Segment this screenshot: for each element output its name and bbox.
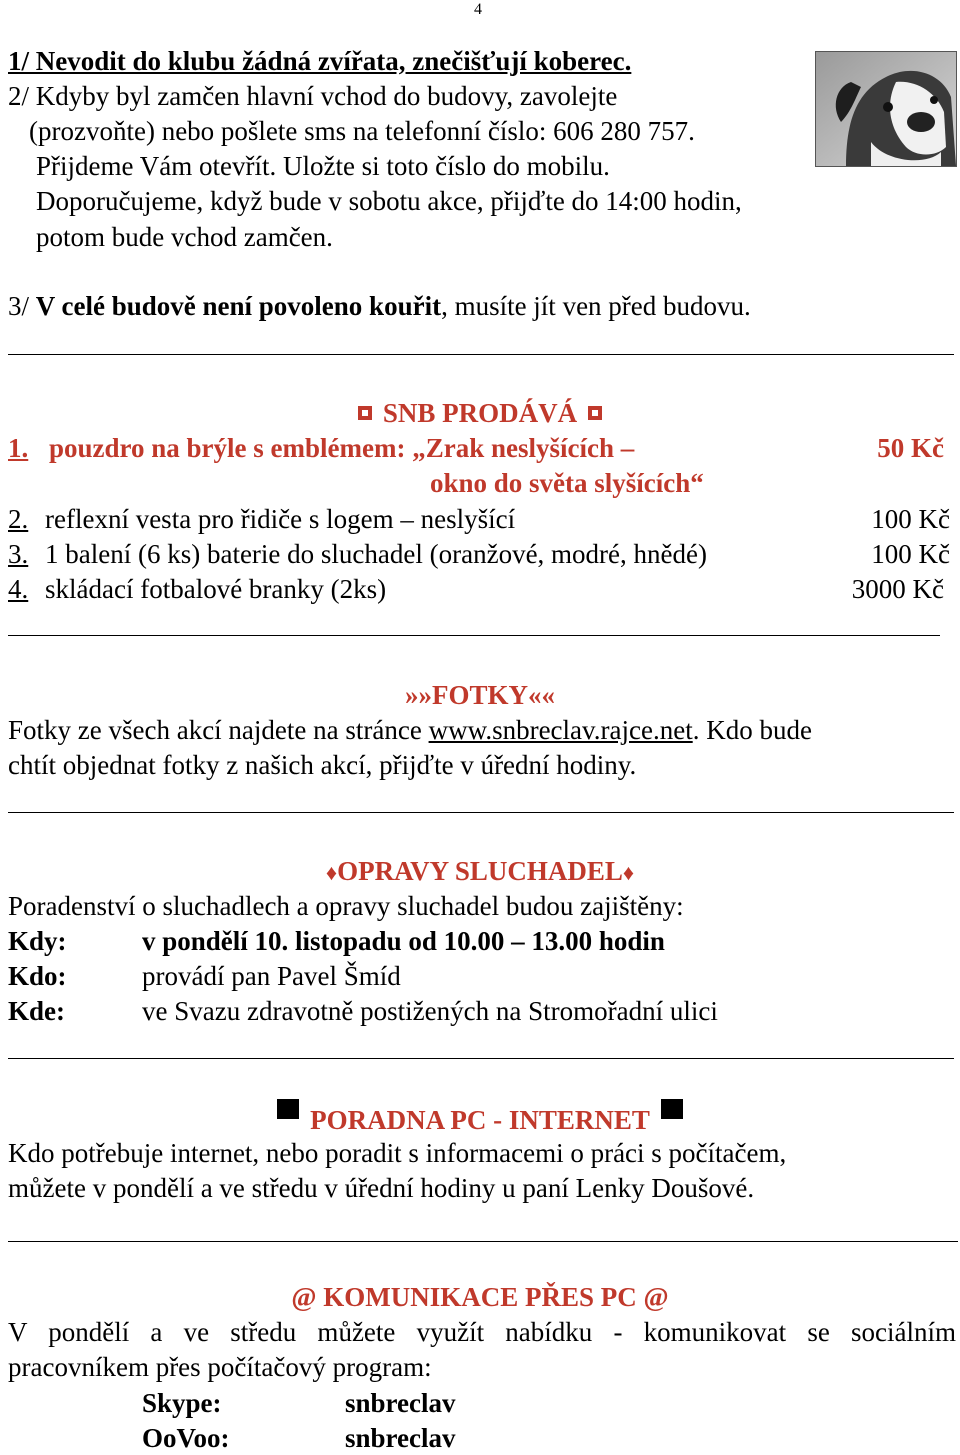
sale-item-2-price: 100 Kč bbox=[871, 504, 950, 534]
oovoo-value: snbreclav bbox=[345, 1423, 456, 1453]
photos-line-2: chtít objednat fotky z našich akcí, přijďte v úřední hodiny. bbox=[8, 750, 637, 780]
repairs-when-value: v pondělí 10. listopadu od 10.00 – 13.00 hodin bbox=[142, 926, 665, 956]
flag-icon bbox=[277, 1099, 299, 1119]
sale-title: SNB PRODÁVÁ bbox=[0, 395, 960, 431]
sale-item-3: 3. 1 balení (6 ks) baterie do sluchadel (oranžové, modré, hnědé) bbox=[8, 539, 707, 569]
flag-icon bbox=[661, 1099, 683, 1119]
diamond-icon: ♦ bbox=[622, 860, 635, 885]
square-bullet-icon bbox=[358, 406, 372, 420]
repairs-when-label: Kdy: bbox=[8, 926, 67, 956]
page-number: 4 bbox=[474, 1, 482, 18]
sale-item-3-price: 100 Kč bbox=[871, 539, 950, 569]
photos-link[interactable]: www.snbreclav.rajce.net bbox=[428, 715, 693, 745]
rule-2-line-5: potom bude vchod zamčen. bbox=[36, 222, 333, 252]
rule-3: 3/ V celé budově není povoleno kouřit, musíte jít ven před budovu. bbox=[8, 291, 751, 321]
repairs-where-label: Kde: bbox=[8, 996, 65, 1026]
sale-item-4-price: 3000 Kč bbox=[851, 574, 944, 604]
comm-title: @ KOMUNIKACE PŘES PC @ bbox=[291, 1282, 669, 1312]
skype-label: Skype: bbox=[142, 1388, 222, 1418]
dog-illustration bbox=[816, 52, 956, 166]
pc-title: PORADNA PC - INTERNET bbox=[0, 1099, 960, 1138]
divider-5 bbox=[8, 1241, 958, 1242]
repairs-intro: Poradenství o sluchadlech a opravy sluchadel budou zajištěny: bbox=[8, 891, 684, 921]
dog-photo bbox=[815, 51, 957, 167]
rule-1: 1/ Nevodit do klubu žádná zvířata, znečišťují koberec. bbox=[8, 46, 632, 76]
repairs-title: ♦OPRAVY SLUCHADEL♦ bbox=[325, 856, 635, 886]
divider-3 bbox=[8, 812, 954, 813]
rule-2-line-4: Doporučujeme, když bude v sobotu akce, přijďte do 14:00 hodin, bbox=[36, 186, 742, 216]
divider-4 bbox=[8, 1058, 954, 1059]
diamond-icon: ♦ bbox=[325, 860, 338, 885]
sale-item-2: 2. reflexní vesta pro řidiče s logem – neslyšící bbox=[8, 504, 516, 534]
rule-2-line-2: (prozvoňte) nebo pošlete sms na telefonní číslo: 606 280 757. bbox=[29, 116, 695, 146]
comm-line-1: V pondělí a ve středu můžete využít nabídku - komunikovat se sociálním bbox=[8, 1317, 956, 1347]
divider-1 bbox=[8, 354, 954, 355]
rule-3-bold: V celé budově není povoleno kouřit bbox=[35, 291, 442, 321]
comm-line-2: pracovníkem přes počítačový program: bbox=[8, 1352, 432, 1382]
photos-title: »»FOTKY«« bbox=[404, 680, 555, 710]
sale-item-4: 4. skládací fotbalové branky (2ks) bbox=[8, 574, 387, 604]
repairs-who-value: provádí pan Pavel Šmíd bbox=[142, 961, 401, 991]
rule-2-line-1: 2/ Kdyby byl zamčen hlavní vchod do budovy, zavolejte bbox=[8, 81, 618, 111]
sale-item-1-price: 50 Kč bbox=[877, 433, 944, 463]
skype-value: snbreclav bbox=[345, 1388, 456, 1418]
repairs-who-label: Kdo: bbox=[8, 961, 67, 991]
divider-2 bbox=[8, 635, 940, 636]
repairs-where-value: ve Svazu zdravotně postižených na Stromořadní ulici bbox=[142, 996, 718, 1026]
oovoo-label: OoVoo: bbox=[142, 1423, 230, 1453]
rule-2-line-3: Přijdeme Vám otevřít. Uložte si toto číslo do mobilu. bbox=[36, 151, 610, 181]
sale-item-1-line-2: okno do světa slyšících“ bbox=[430, 468, 704, 498]
pc-line-2: můžete v pondělí a ve středu v úřední hodiny u paní Lenky Doušové. bbox=[8, 1173, 755, 1203]
photos-line-1: Fotky ze všech akcí najdete na stránce www.snbreclav.rajce.net. Kdo bude bbox=[8, 715, 812, 745]
square-bullet-icon bbox=[588, 406, 602, 420]
pc-line-1: Kdo potřebuje internet, nebo poradit s informacemi o práci s počítačem, bbox=[8, 1138, 787, 1168]
sale-item-1: 1. pouzdro na brýle s emblémem: „Zrak neslyšících – bbox=[8, 433, 635, 463]
